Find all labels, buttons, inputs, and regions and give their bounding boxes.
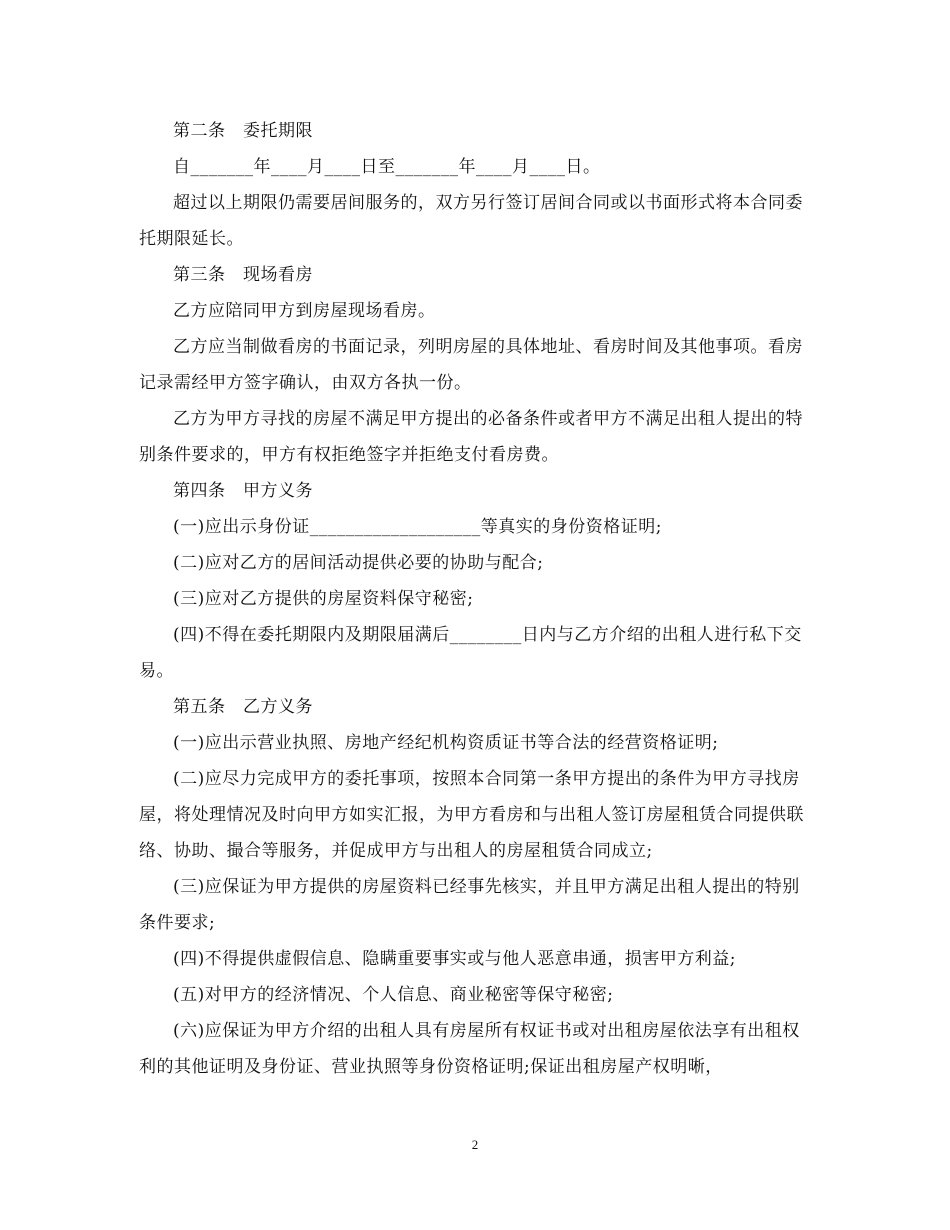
list-item: (六)应保证为甲方介绍的出租人具有房屋所有权证书或对出租房屋依法享有出租权利的其他证明及身份证、营业执照等身份资格证明;保证出租房屋产权明晰， — [139, 1021, 800, 1077]
article-heading: 第五条 乙方义务 — [173, 697, 313, 717]
list-item: (一)应出示身份证___________________等真实的身份资格证明; — [173, 517, 662, 537]
article-heading: 第二条 委托期限 — [173, 121, 313, 141]
list-item: (二)应对乙方的居间活动提供必要的协助与配合; — [173, 553, 544, 573]
list-item: (四)不得在委托期限内及期限届满后________日内与乙方介绍的出租人进行私下交易。 — [139, 625, 802, 681]
list-item: (二)应尽力完成甲方的委托事项，按照本合同第一条甲方提出的条件为甲方寻找房屋，将处理情况及时向甲方如实汇报，为甲方看房和与出租人签订房屋租赁合同提供联络、协助、撮合等服务，并促成甲方与出租人的房屋租赁合同成立; — [139, 769, 804, 861]
article-heading: 第三条 现场看房 — [173, 265, 313, 285]
list-item: (三)应保证为甲方提供的房屋资料已经事先核实，并且甲方满足出租人提出的特别条件要求; — [139, 877, 800, 933]
article-heading: 第四条 甲方义务 — [173, 481, 313, 501]
list-item: (一)应出示营业执照、房地产经纪机构资质证书等合法的经营资格证明; — [173, 733, 719, 753]
paragraph: 乙方应当制做看房的书面记录，列明房屋的具体地址、看房时间及其他事项。看房记录需经甲方签字确认，由双方各执一份。 — [139, 337, 803, 393]
list-item: (三)应对乙方提供的房屋资料保守秘密; — [173, 589, 474, 609]
list-item: (五)对甲方的经济情况、个人信息、商业秘密等保守秘密; — [173, 985, 614, 1005]
paragraph: 乙方为甲方寻找的房屋不满足甲方提出的必备条件或者甲方不满足出租人提出的特别条件要求的，甲方有权拒绝签字并拒绝支付看房费。 — [139, 409, 803, 465]
paragraph: 超过以上期限仍需要居间服务的，双方另行签订居间合同或以书面形式将本合同委托期限延长。 — [139, 193, 803, 249]
page-number: 2 — [471, 1137, 479, 1152]
document-body — [139, 113, 811, 1085]
paragraph: 自_______年____月____日至_______年____月____日。 — [173, 157, 601, 177]
list-item: (四)不得提供虚假信息、隐瞒重要事实或与他人恶意串通，损害甲方利益; — [173, 949, 736, 969]
paragraph: 乙方应陪同甲方到房屋现场看房。 — [173, 301, 436, 321]
